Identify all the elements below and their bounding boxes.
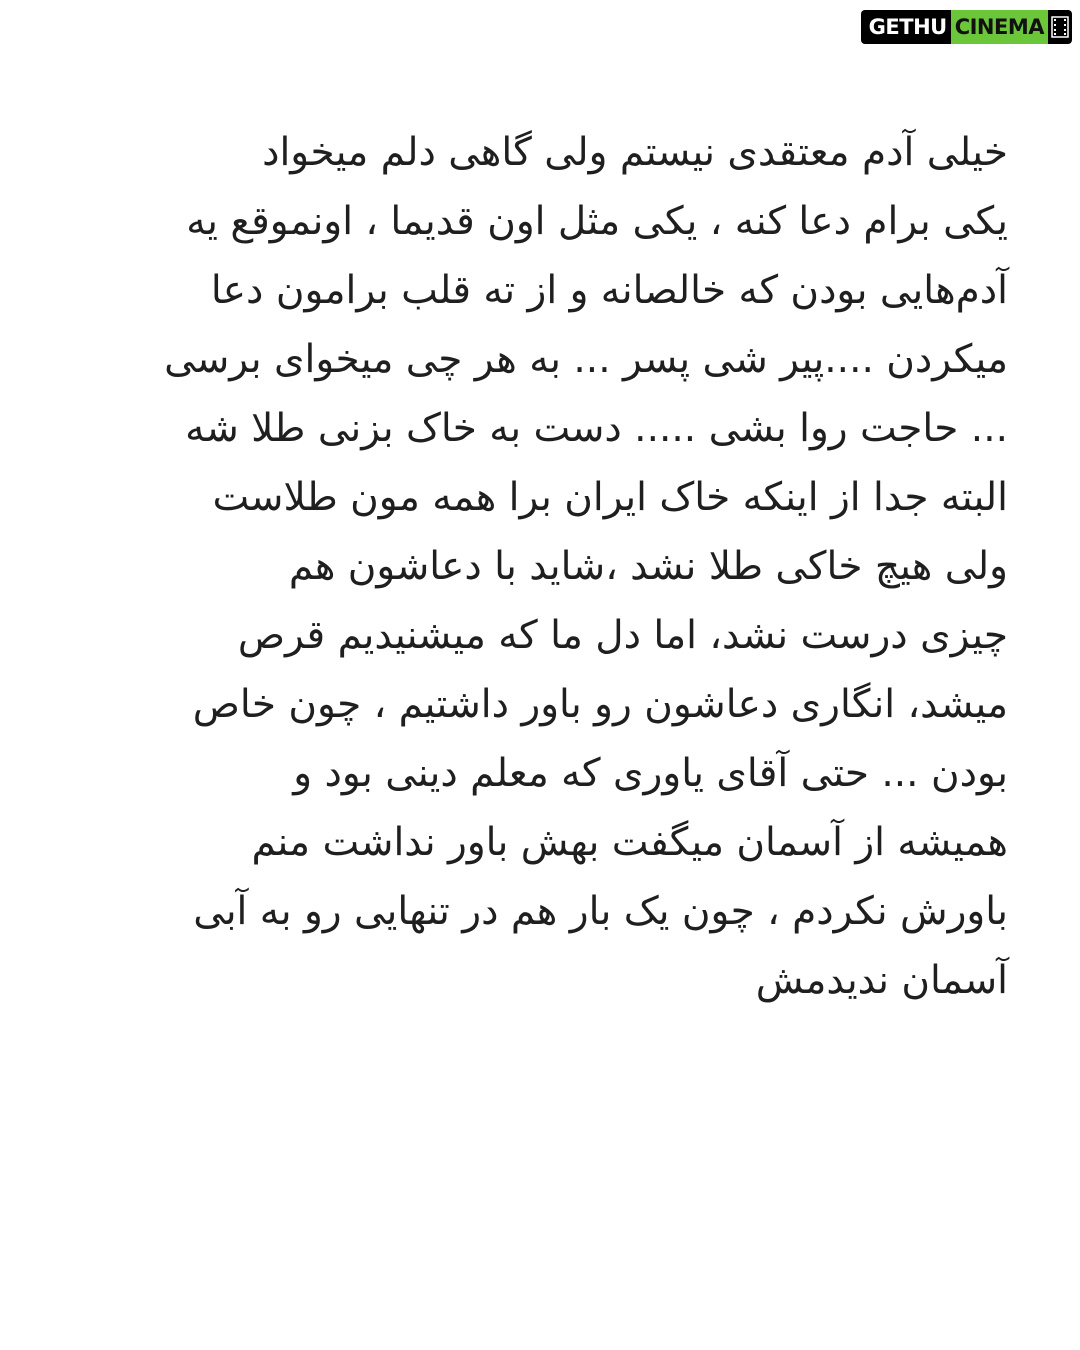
watermark-part-2: CINEMA	[951, 10, 1048, 44]
text-line-4: میکردن ....پیر شی پسر ... به هر چی میخوای برسی	[164, 337, 1008, 382]
text-line-11: همیشه از آسمان میگفت بهش باور نداشت منم	[251, 820, 1008, 865]
text-line-3: آدم‌هایی بودن که خالصانه و از ته قلب برامون دعا	[210, 268, 1008, 313]
post-text	[68, 118, 1008, 1015]
text-line-1: خیلی آدم معتقدی نیستم ولی گاهی دلم میخواد	[262, 130, 1008, 175]
film-reel-icon	[1048, 10, 1072, 44]
watermark-part-1: GETHU	[861, 10, 951, 44]
text-line-2: یکی برام دعا کنه ، یکی مثل اون قدیما ، اونموقع یه	[186, 199, 1008, 244]
text-line-8: چیزی درست نشد، اما دل ما که میشنیدیم قرص	[237, 613, 1008, 658]
text-line-13: آسمان ندیدمش	[755, 958, 1008, 1003]
text-line-7: ولی هیچ خاکی طلا نشد ،شاید با دعاشون هم	[288, 544, 1008, 589]
text-line-5: ... حاجت روا بشی ..... دست به خاک بزنی طلا شه	[185, 406, 1008, 451]
text-line-12: باورش نکردم ، چون یک بار هم در تنهایی رو به آبی	[193, 889, 1008, 934]
text-line-10: بودن ... حتی آقای یاوری که معلم دینی بود و	[293, 751, 1008, 796]
watermark-logo	[861, 10, 1072, 44]
text-line-6: البته جدا از اینکه خاک ایران برا همه مون طلاست	[212, 475, 1008, 520]
text-line-9: میشد، انگاری دعاشون رو باور داشتیم ، چون خاص	[192, 682, 1008, 727]
